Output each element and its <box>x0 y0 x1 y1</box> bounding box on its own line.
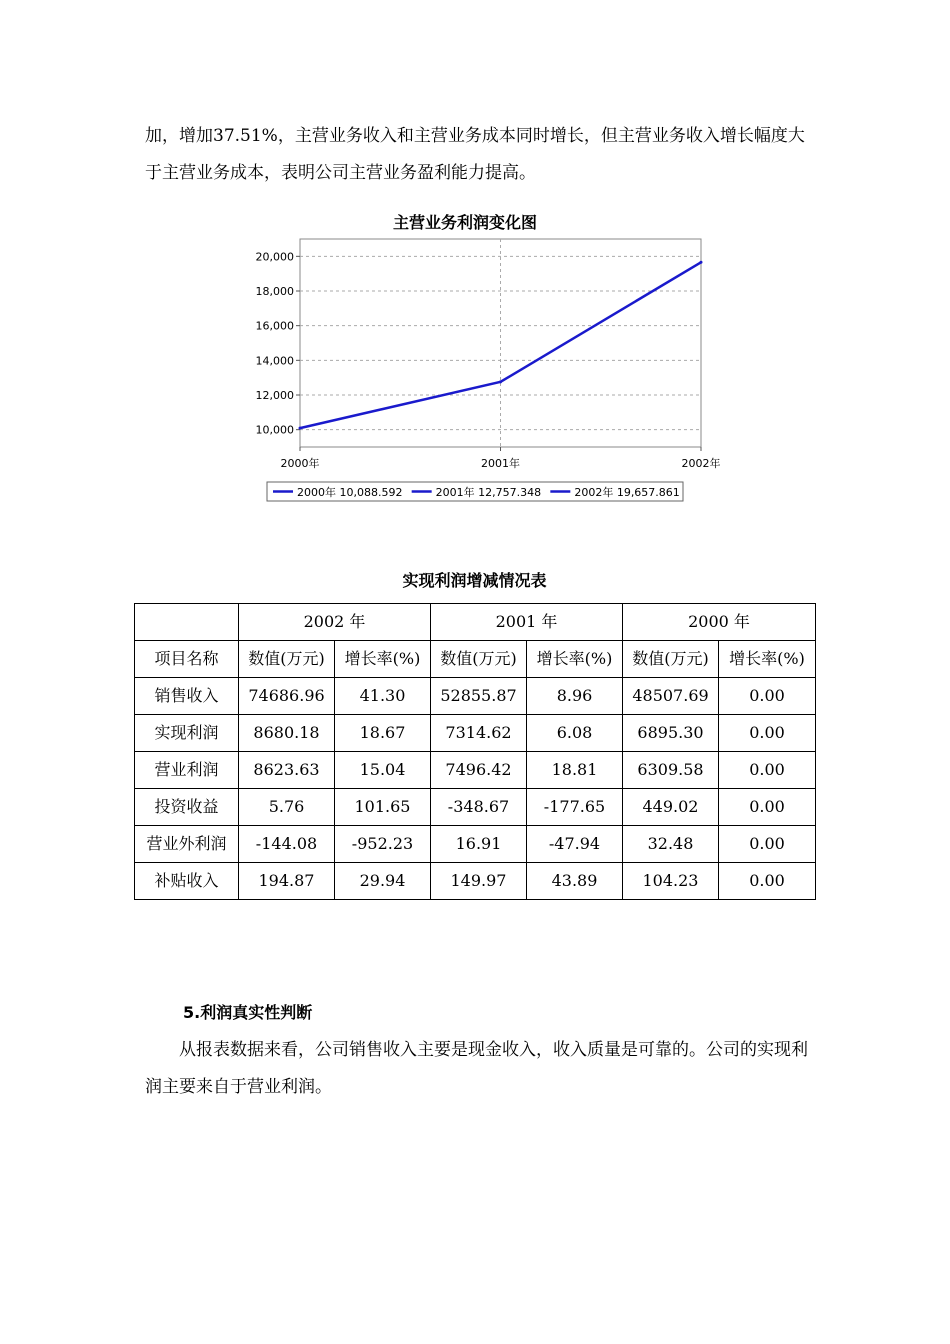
row-rate-cell: 41.30 <box>335 678 431 715</box>
header-year-2000: 2000 年 <box>623 604 816 641</box>
table-header-fields <box>135 641 816 678</box>
row-value-cell: 52855.87 <box>431 678 527 715</box>
data-point <box>700 261 703 264</box>
data-point <box>499 380 502 383</box>
row-rate-cell: 15.04 <box>335 752 431 789</box>
table-header-years <box>135 604 816 641</box>
paragraph-intro: 加，增加37.51%，主营业务收入和主营业务成本同时增长，但主营业务收入增长幅度大于主营业务成本，表明公司主营业务盈利能力提高。 <box>145 126 805 183</box>
row-value-cell: 8680.18 <box>239 715 335 752</box>
table-row <box>135 863 816 900</box>
row-rate-cell: 0.00 <box>719 715 816 752</box>
table-row <box>135 789 816 826</box>
row-rate-cell: 0.00 <box>719 678 816 715</box>
header-item-name: 项目名称 <box>135 641 239 678</box>
legend-label: 2001年 12,757.348 <box>435 486 542 499</box>
row-value-cell: 449.02 <box>623 789 719 826</box>
y-tick-label: 14,000 <box>255 354 294 368</box>
row-value-cell: -348.67 <box>431 789 527 826</box>
table-row <box>135 678 816 715</box>
table-title: 实现利润增减情况表 <box>402 571 547 590</box>
paragraph-conclusion: 从报表数据来看，公司销售收入主要是现金收入，收入质量是可靠的。公司的实现利润主要来自于营业利润。 <box>145 1040 808 1097</box>
row-rate-cell: 0.00 <box>719 789 816 826</box>
row-rate-cell: 8.96 <box>527 678 623 715</box>
header-rate: 增长率(%) <box>335 641 431 678</box>
row-value-cell: 48507.69 <box>623 678 719 715</box>
y-tick-label: 18,000 <box>255 285 294 298</box>
data-point <box>299 427 302 430</box>
row-rate-cell: -952.23 <box>335 826 431 863</box>
row-item-name: 实现利润 <box>135 715 239 752</box>
row-item-name: 营业利润 <box>135 752 239 789</box>
profit-line-chart <box>225 232 721 512</box>
row-rate-cell: 18.67 <box>335 715 431 752</box>
header-value: 数值(万元) <box>623 641 719 678</box>
row-rate-cell: 0.00 <box>719 752 816 789</box>
row-value-cell: 194.87 <box>239 863 335 900</box>
y-tick-label: 10,000 <box>255 423 294 437</box>
row-value-cell: 7314.62 <box>431 715 527 752</box>
table-body <box>135 678 816 900</box>
row-value-cell: 149.97 <box>431 863 527 900</box>
legend-label: 2002年 19,657.861 <box>574 486 680 499</box>
row-item-name: 投资收益 <box>135 789 239 826</box>
row-rate-cell: 29.94 <box>335 863 431 900</box>
row-item-name: 销售收入 <box>135 678 239 715</box>
table-row <box>135 715 816 752</box>
table-row <box>135 752 816 789</box>
x-tick-label: 2001年 <box>481 457 520 470</box>
row-value-cell: 104.23 <box>623 863 719 900</box>
legend-label: 2000年 10,088.592 <box>297 486 403 499</box>
row-value-cell: 6895.30 <box>623 715 719 752</box>
header-value: 数值(万元) <box>431 641 527 678</box>
row-value-cell: 16.91 <box>431 826 527 863</box>
row-rate-cell: 18.81 <box>527 752 623 789</box>
row-value-cell: 6309.58 <box>623 752 719 789</box>
header-blank <box>135 604 239 641</box>
row-value-cell: 32.48 <box>623 826 719 863</box>
y-tick-label: 16,000 <box>255 319 294 333</box>
section-heading: 5.利润真实性判断 <box>183 1003 313 1022</box>
row-rate-cell: 6.08 <box>527 715 623 752</box>
row-value-cell: 5.76 <box>239 789 335 826</box>
row-rate-cell: 43.89 <box>527 863 623 900</box>
row-item-name: 补贴收入 <box>135 863 239 900</box>
row-rate-cell: -177.65 <box>527 789 623 826</box>
row-value-cell: -144.08 <box>239 826 335 863</box>
row-rate-cell: -47.94 <box>527 826 623 863</box>
y-tick-label: 20,000 <box>255 250 294 264</box>
table-row <box>135 826 816 863</box>
header-year-2002: 2002 年 <box>239 604 431 641</box>
row-item-name: 营业外利润 <box>135 826 239 863</box>
row-rate-cell: 101.65 <box>335 789 431 826</box>
x-tick-label: 2000年 <box>280 457 320 470</box>
y-tick-label: 12,000 <box>255 389 294 402</box>
header-year-2001: 2001 年 <box>431 604 623 641</box>
row-value-cell: 74686.96 <box>239 678 335 715</box>
row-rate-cell: 0.00 <box>719 863 816 900</box>
row-value-cell: 8623.63 <box>239 752 335 789</box>
chart-title: 主营业务利润变化图 <box>392 213 537 232</box>
x-tick-label: 2002年 <box>681 457 721 470</box>
header-value: 数值(万元) <box>239 641 335 678</box>
header-rate: 增长率(%) <box>719 641 816 678</box>
row-value-cell: 7496.42 <box>431 752 527 789</box>
header-rate: 增长率(%) <box>527 641 623 678</box>
profit-table <box>134 603 816 900</box>
row-rate-cell: 0.00 <box>719 826 816 863</box>
